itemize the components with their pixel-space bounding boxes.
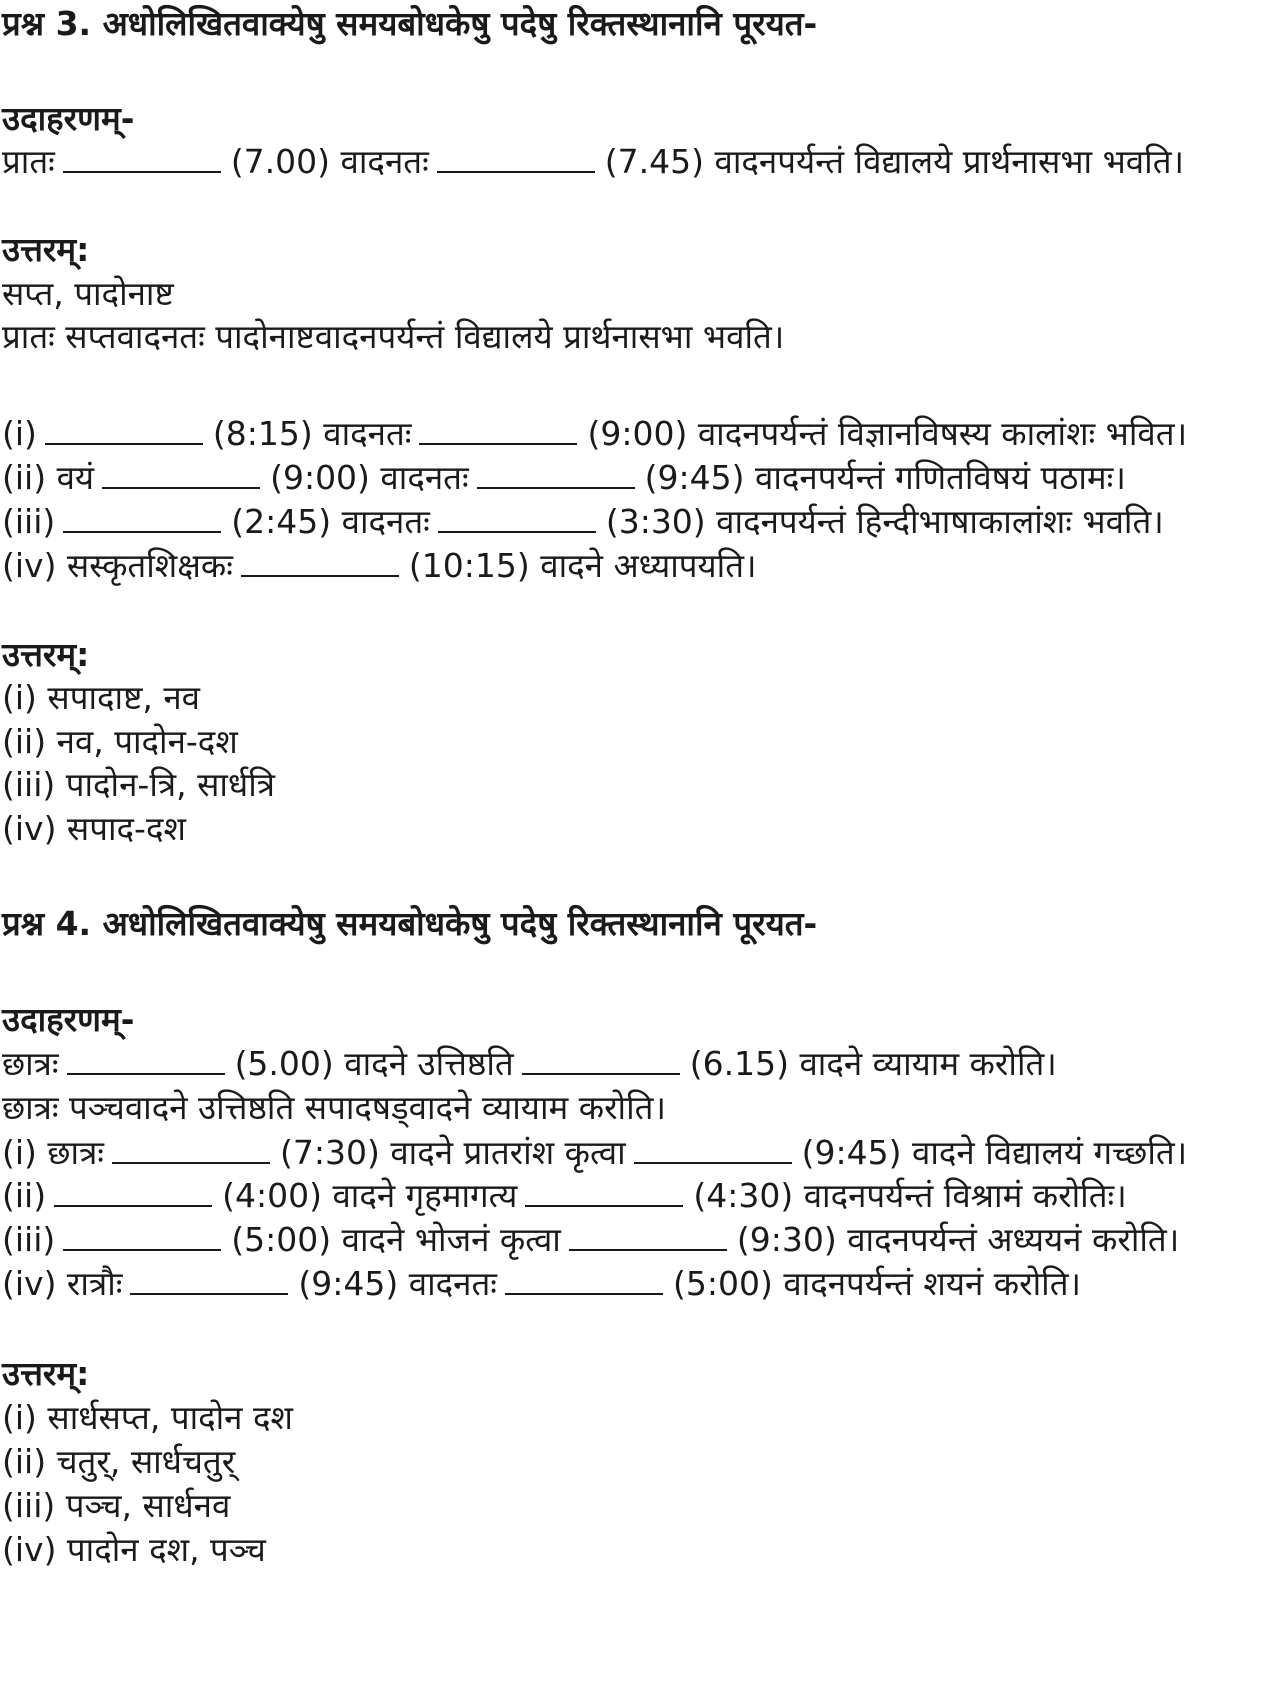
sentence-part: (iv) रात्रौः [2,1264,123,1303]
sentence-part: (9:00) वादनतः [270,458,469,497]
sentence-part: (iii) [2,502,56,541]
sentence-part: प्रातः [2,142,55,181]
sentence-part: (9:45) वादनपर्यन्तं गणितविषयं पठामः। [644,458,1126,497]
sentence-part: (3:30) वादनपर्यन्तं हिन्दीभाषाकालांशः भवति। [605,502,1164,541]
q3-example-label: उदाहरणम्- [2,99,135,138]
sentence-part: (4:00) वादने गृहमागत्य [222,1176,518,1215]
q3-question-iv [2,544,757,588]
q3-question-iii [2,500,1164,544]
sentence-part: (9:00) वादनपर्यन्तं विज्ञानविषस्य कालांशः भवित। [587,414,1188,453]
blank [522,1047,680,1075]
sentence-part: (4:30) वादनपर्यन्तं विश्रामं करोतिः। [693,1176,1127,1215]
blank [63,145,221,173]
blank [241,549,399,577]
q3-answer-i: (i) सपादाष्ट, नव [2,678,200,717]
blank [130,1267,288,1295]
q3-heading: प्रश्न 3. अधोलिखितवाक्येषु समयबोधकेषु पदेषु रिक्तस्थानानि पूरयत- [2,4,818,43]
sentence-part: (5:00) वादनपर्यन्तं शयनं करोति। [672,1264,1082,1303]
q3-example-answer-sentence: प्रातः सप्तवादनतः पादोनाष्टवादनपर्यन्तं विद्यालये प्रार्थनासभा भवति। [2,317,785,356]
sentence-part: (ii) [2,1176,47,1215]
q4-answer-i: (i) सार्धसप्त, पादोन दश [2,1398,293,1437]
sentence-part: छात्रः [2,1044,59,1083]
q4-question-ii [2,1174,1127,1218]
blank [437,145,595,173]
sentence-part: (i) छात्रः [2,1133,104,1172]
sentence-part: (9:30) वादनपर्यन्तं अध्ययनं करोति। [736,1220,1180,1259]
q4-question-iii [2,1218,1179,1262]
q4-question-i [2,1131,1187,1175]
q3-question-ii [2,456,1126,500]
blank [102,461,260,489]
blank [54,1179,212,1207]
q4-answer-label: उत्तरम्: [2,1354,90,1393]
sentence-part: (9:45) वादने विद्यालयं गच्छति। [801,1133,1188,1172]
blank [63,1223,221,1251]
q4-answer-iii: (iii) पञ्च, सार्धनव [2,1486,231,1525]
q4-question-iv [2,1262,1081,1306]
sentence-part: (5.00) वादने उत्तिष्ठति [234,1044,514,1083]
q4-example-label: उदाहरणम्- [2,1000,135,1039]
sentence-part: (9:45) वादनतः [298,1264,497,1303]
sentence-part: (6.15) वादने व्यायाम करोति। [689,1044,1057,1083]
blank [419,417,577,445]
sentence-part: (5:00) वादने भोजनं कृत्वा [231,1220,561,1259]
blank [67,1047,225,1075]
blank [45,417,203,445]
blank [569,1223,727,1251]
sentence-part: (2:45) वादनतः [231,502,430,541]
blank [525,1179,683,1207]
blank [477,461,635,489]
q4-answer-iv: (iv) पादोन दश, पञ्च [2,1530,266,1569]
blank [505,1267,663,1295]
q3-question-i [2,412,1187,456]
q3-answer-label-2: उत्तरम्: [2,635,90,674]
q4-example-answer-sentence: छात्रः पञ्चवादने उत्तिष्ठति सपादषड्वादने व्यायाम करोति। [2,1088,666,1127]
sentence-part: (iv) सस्कृतशिक्षकः [2,546,233,585]
q3-answer-ii: (ii) नव, पादोन-दश [2,722,238,761]
q3-answer-iv: (iv) सपाद-दश [2,809,186,848]
sentence-part: (ii) वयं [2,458,95,497]
q4-heading: प्रश्न 4. अधोलिखितवाक्येषु समयबोधकेषु पदेषु रिक्तस्थानानि पूरयत- [2,904,818,943]
q4-answer-ii: (ii) चतुर्, सार्धचतुर् [2,1442,236,1481]
sentence-part: (7.45) वादनपर्यन्तं विद्यालये प्रार्थनासभा भवति। [604,142,1185,181]
sentence-part: (7:30) वादने प्रातरांश कृत्वा [279,1133,626,1172]
q3-example-sentence [2,140,1184,184]
blank [63,505,221,533]
sentence-part: (i) [2,414,37,453]
q3-answer-label: उत्तरम्: [2,230,90,269]
q3-example-answer-words: सप्त, पादोनाष्ट [2,274,174,313]
q4-example-sentence [2,1042,1057,1086]
blank [634,1136,792,1164]
sentence-part: (8:15) वादनतः [212,414,412,453]
sentence-part: (7.00) वादनतः [230,142,429,181]
blank [112,1136,270,1164]
sentence-part: (iii) [2,1220,56,1259]
sentence-part: (10:15) वादने अध्यापयति। [408,546,757,585]
blank [438,505,596,533]
q3-answer-iii: (iii) पादोन-त्रि, सार्धत्रि [2,765,275,804]
